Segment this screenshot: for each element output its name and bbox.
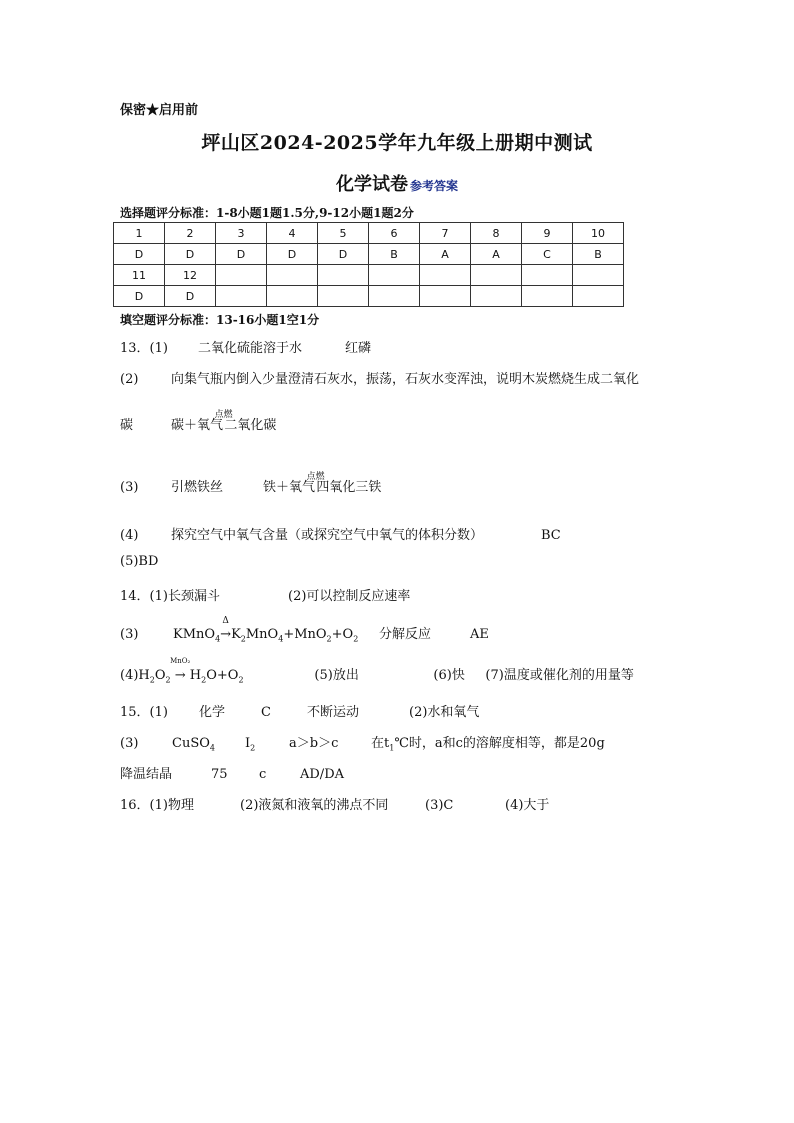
answer-table-row bbox=[114, 244, 624, 265]
answer-table-cell bbox=[369, 265, 420, 286]
q16-p2: (2)液氮和液氧的沸点不同 bbox=[240, 798, 389, 813]
q15-p3-answer-b-text: I bbox=[245, 736, 251, 751]
choice-criteria: 选择题评分标准：1-8小题1题1.5分,9-12小题1题2分 bbox=[120, 206, 414, 220]
q15-p2: (2)水和氧气 bbox=[409, 705, 480, 720]
q13-p4-answer-a: 探究空气中氧气含量（或探究空气中氧气的体积分数） bbox=[171, 528, 484, 543]
answer-table-cell: D bbox=[165, 244, 216, 265]
q16-line1 bbox=[120, 794, 549, 813]
q13-p2-num: (2) bbox=[120, 372, 139, 387]
answer-table-cell bbox=[216, 286, 267, 307]
q15-p3-answer-a: CuSO$_4$ bbox=[172, 736, 215, 753]
q14-p4-num: (4) bbox=[120, 668, 139, 683]
q13-p3-eq-condition: 点燃 bbox=[306, 472, 325, 482]
answer-key-note: 参考答案 bbox=[409, 179, 458, 193]
q14-p3-num: (3) bbox=[120, 627, 139, 642]
answer-table-cell: 5 bbox=[318, 223, 369, 244]
answer-table-cell: 11 bbox=[114, 265, 165, 286]
answer-table-cell: 9 bbox=[522, 223, 573, 244]
q13-line4 bbox=[120, 472, 382, 495]
q13-p4-answer-b: BC bbox=[541, 528, 561, 543]
q13-line3 bbox=[120, 410, 277, 433]
answer-table-cell: 12 bbox=[165, 265, 216, 286]
answer-table-cell bbox=[267, 286, 318, 307]
exam-subtitle bbox=[0, 170, 794, 196]
q15-p3-answer-f: 75 bbox=[211, 767, 228, 782]
answer-table-cell bbox=[471, 286, 522, 307]
answer-table-cell: B bbox=[573, 244, 624, 265]
answer-table-cell bbox=[522, 265, 573, 286]
answer-table-cell: 2 bbox=[165, 223, 216, 244]
q15-p3-answer-d-pre: 在t bbox=[371, 736, 390, 751]
q13-p3-eq-left: 铁＋氧气 bbox=[263, 480, 316, 495]
answer-table-cell bbox=[369, 286, 420, 307]
q13-p2-continued: 碳 bbox=[120, 418, 134, 433]
q14-p3-answer: AE bbox=[470, 627, 489, 642]
answer-table bbox=[113, 222, 624, 307]
q15-p3-answer-h: AD/DA bbox=[300, 767, 345, 782]
q14-p3-reaction-type: 分解反应 bbox=[379, 627, 432, 642]
q14-line2 bbox=[120, 616, 489, 644]
confidential-label: 保密★启用前 bbox=[120, 103, 199, 118]
q14-p3-equation: KMnO$_4$ Δ $\to K_2MnO_4+MnO_2+O_2$ bbox=[173, 616, 359, 644]
exam-title: 坪山区2024-2025学年九年级上册期中测试 bbox=[201, 132, 593, 154]
q15-p1-answer-c: 不断运动 bbox=[307, 705, 360, 720]
q14-line3 bbox=[120, 657, 634, 685]
q13-line1 bbox=[120, 337, 371, 356]
answer-table-cell: D bbox=[318, 244, 369, 265]
answer-table-cell: D bbox=[114, 244, 165, 265]
answer-table-cell bbox=[573, 265, 624, 286]
answer-table-cell: 4 bbox=[267, 223, 318, 244]
q15-p3-answer-e: 降温结晶 bbox=[120, 767, 173, 782]
answer-table-cell: A bbox=[420, 244, 471, 265]
answer-table-cell bbox=[420, 265, 471, 286]
q15-p3-answer-d: 在$t_1℃$时，a和c的溶解度相等，都是20g bbox=[371, 732, 605, 753]
q14-p4-equation: $H_2O_2$ MnO₂ → $H_2O+O_2$ bbox=[138, 657, 244, 685]
q14-p4-eq-condition: MnO₂ bbox=[170, 657, 191, 665]
q15-p1-answer-b: C bbox=[261, 705, 271, 720]
q13-p3-answer: 引燃铁丝 bbox=[171, 480, 224, 495]
answer-table-cell: A bbox=[471, 244, 522, 265]
answer-table-cell: B bbox=[369, 244, 420, 265]
answer-table-row bbox=[114, 223, 624, 244]
q14-p3-eq-arrow: Δ → bbox=[220, 616, 232, 642]
q13-p3-eq-arrow bbox=[306, 472, 325, 495]
q15-p1-num: 15．(1) bbox=[120, 705, 168, 720]
q15-p3-answer-c: a＞b＞c bbox=[289, 736, 339, 751]
answer-table-cell: D bbox=[216, 244, 267, 265]
q15-p1-answer-a: 化学 bbox=[199, 705, 226, 720]
answer-table-cell bbox=[318, 265, 369, 286]
answer-table-row bbox=[114, 286, 624, 307]
q13-p3-num: (3) bbox=[120, 480, 139, 495]
q15-p3-num: (3) bbox=[120, 736, 139, 751]
answer-table-cell bbox=[573, 286, 624, 307]
q13-p2-eq-right: 二氧化碳 bbox=[224, 418, 277, 433]
q13-line2 bbox=[120, 368, 639, 387]
answer-table-cell: 6 bbox=[369, 223, 420, 244]
q15-line3 bbox=[120, 763, 344, 782]
answer-table-cell: 1 bbox=[114, 223, 165, 244]
answer-table-cell: C bbox=[522, 244, 573, 265]
q14-p1: 14．(1)长颈漏斗 bbox=[120, 589, 220, 604]
answer-table-cell: D bbox=[165, 286, 216, 307]
q13-p1-answer-a: 二氧化硫能溶于水 bbox=[198, 341, 303, 356]
fill-criteria: 填空题评分标准：13-16小题1空1分 bbox=[120, 313, 320, 327]
q14-p6: (6)快 bbox=[433, 668, 465, 683]
subtitle-main: 化学试卷 bbox=[335, 174, 408, 195]
q13-p2-eq-condition: 点燃 bbox=[214, 410, 233, 420]
q13-p2-answer: 向集气瓶内倒入少量澄清石灰水，振荡，石灰水变浑浊，说明木炭燃烧生成二氧化 bbox=[171, 372, 640, 387]
q14-p5: (5)放出 bbox=[314, 668, 359, 683]
q14-line1 bbox=[120, 585, 410, 604]
answer-table-cell bbox=[318, 286, 369, 307]
answer-table-cell: 3 bbox=[216, 223, 267, 244]
q13-p2-eq-arrow bbox=[214, 410, 233, 433]
q14-p4-eq-arrow: MnO₂ → bbox=[170, 657, 191, 683]
answer-table-cell: D bbox=[114, 286, 165, 307]
q16-p4: (4)大于 bbox=[505, 798, 550, 813]
answer-table-cell bbox=[522, 286, 573, 307]
q14-p3-eq-condition: Δ bbox=[222, 616, 229, 626]
answer-table-cell bbox=[267, 265, 318, 286]
answer-table-row bbox=[114, 265, 624, 286]
answer-table-cell: 7 bbox=[420, 223, 471, 244]
answer-table-cell: 10 bbox=[573, 223, 624, 244]
q15-p3-answer-g: c bbox=[259, 767, 267, 782]
q13-p1-num: 13．(1) bbox=[120, 341, 168, 356]
q15-line2 bbox=[120, 732, 605, 753]
q13-p4-num: (4) bbox=[120, 528, 139, 543]
q13-p3-eq-right: 四氧化三铁 bbox=[316, 480, 382, 495]
answer-table-cell: D bbox=[267, 244, 318, 265]
q15-p3-answer-b: $I_2$ bbox=[245, 736, 256, 753]
answer-table-cell bbox=[471, 265, 522, 286]
q16-p3: (3)C bbox=[425, 798, 454, 813]
q15-p3-answer-d-post: ℃时，a和c的溶解度相等，都是20g bbox=[394, 736, 605, 751]
q15-line1 bbox=[120, 701, 479, 720]
q16-p1: 16．(1)物理 bbox=[120, 798, 194, 813]
q13-line5 bbox=[120, 524, 561, 543]
q14-p2: (2)可以控制反应速率 bbox=[288, 589, 411, 604]
answer-table-cell bbox=[216, 265, 267, 286]
answer-table-cell: 8 bbox=[471, 223, 522, 244]
q13-p2-eq-left: 碳＋氧气 bbox=[171, 418, 224, 433]
q13-p1-answer-b: 红磷 bbox=[345, 341, 372, 356]
answer-table-cell bbox=[420, 286, 471, 307]
q13-p5: (5)BD bbox=[120, 554, 159, 569]
q14-p7: (7)温度或催化剂的用量等 bbox=[485, 668, 634, 683]
